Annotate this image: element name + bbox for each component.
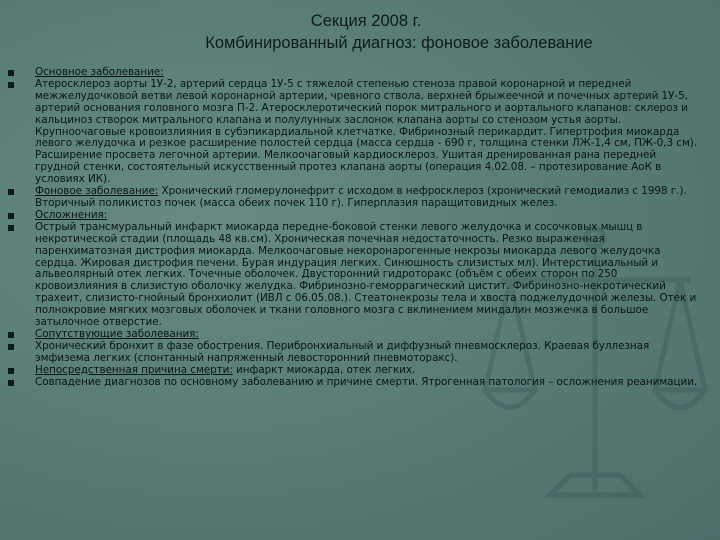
bullet-icon <box>8 213 14 219</box>
bullet-icon <box>8 332 14 338</box>
section-heading: Непосредственная причина смерти: <box>35 363 233 376</box>
bullet-icon <box>8 70 14 76</box>
bullet-icon <box>8 380 14 386</box>
section-heading: Сопутствующие заболевания: <box>35 327 199 340</box>
list-item <box>8 186 698 210</box>
title-line-2: Комбинированный диагноз: фоновое заболевание <box>205 34 593 52</box>
list-item <box>8 341 698 365</box>
list-item <box>8 377 698 389</box>
bullet-icon <box>8 344 14 350</box>
section-heading: Основное заболевание: <box>35 66 164 78</box>
list-item <box>8 222 698 329</box>
list-item <box>8 79 698 186</box>
item-text: Хронический бронхит в фазе обострения. Перибронхиальный и диффузный пневмосклероз. Краевая буллезная эмфизема легких (спонтанный напряженный левосторонний пневмоторакс). <box>35 339 650 364</box>
item-text: инфаркт миокарда, отек легких. <box>232 363 416 376</box>
slide-title <box>0 10 720 54</box>
item-text: Совпадение диагнозов по основному заболеванию и причине смерти. Ятрогенная патология – осложнения реанимации. <box>35 375 698 388</box>
title-line-1: Секция 2008 г. <box>310 12 422 30</box>
bullet-icon <box>8 82 14 88</box>
item-text: Острый трансмуральный инфаркт миокарда передне-боковой стенки левого желудочка и сосочковых мышц в некротической стадии (площадь 48 кв.см). Хроническая почечная недостаточность. Резко выраженная паренхиматозная дистрофия миокарда. Мелкоочаговые некоронарогенные некрозы миокарда левого желудочка сердца. Жировая дистрофия печени. Бурая индурация легких. Синюшность слизистых мл). Интерстициальный и альвеолярный отек легких. Точечные оболочек. Двусторонний гидроторакс (объём с обеих сторон по 250 кровоизлияния в слизистую оболочку желудка. Фибринозно-геморрагический цистит. Фибринозно-некротический трахеит, слизисто-гнойный бронхиолит (ИВЛ с 06.05.08.). Стеатонекрозы тела и хвоста поджелудочной железы. Отек и полнокровие мягких мозговых оболочек и ткани головного мозга с вклинением миндалин мозжечка в большое затылочное отверстие. <box>35 220 697 329</box>
bullet-icon <box>8 225 14 231</box>
diagnosis-list <box>8 67 698 388</box>
bullet-icon <box>8 368 14 374</box>
section-heading: Фоновое заболевание: <box>35 185 159 198</box>
item-text: Атеросклероз аорты 1У-2, артерий сердца 1У-5 с тяжелой степенью стеноза правой коронарной и передней межжелудочковой ветви левой коронарной артерии, чревного ствола, верхней брыжеечной и почечных артерий 1У-5, артерий основания головного мозга П-2. Атеросклеротический порок митрального и аортального клапанов: склероз и кальциноз створок митрального клапана и полулунных заслонок клапана аорты со стенозом устья аорты. Крупноочаговые кровоизлияния в субэпикардиальной клетчатке. Фибринозный перикардит. Гипертрофия миокарда левого желудочка и резкое расширение полостей сердца (масса сердца - 690 г, толщина стенки ЛЖ-1,4 см, ПЖ-0,3 см). Расширение просвета легочной артерии. Мелкоочаговый кардиосклероз. Ушитая дренированная рана передней грудной стенки, состоятельный искусственный протез клапана аорты (операция 4.02.08. – протезирование АоК в условиях ИК). <box>35 77 698 186</box>
section-heading: Осложнения: <box>35 208 108 221</box>
item-text: Хронический гломерулонефрит с исходом в нефросклероз (хронический гемодиализ с 1998 г.). Вторичный поликистоз почек (масса обеих почек 110 г). Гиперплазия паращитовидных желез. <box>35 185 687 209</box>
bullet-icon <box>8 189 14 195</box>
